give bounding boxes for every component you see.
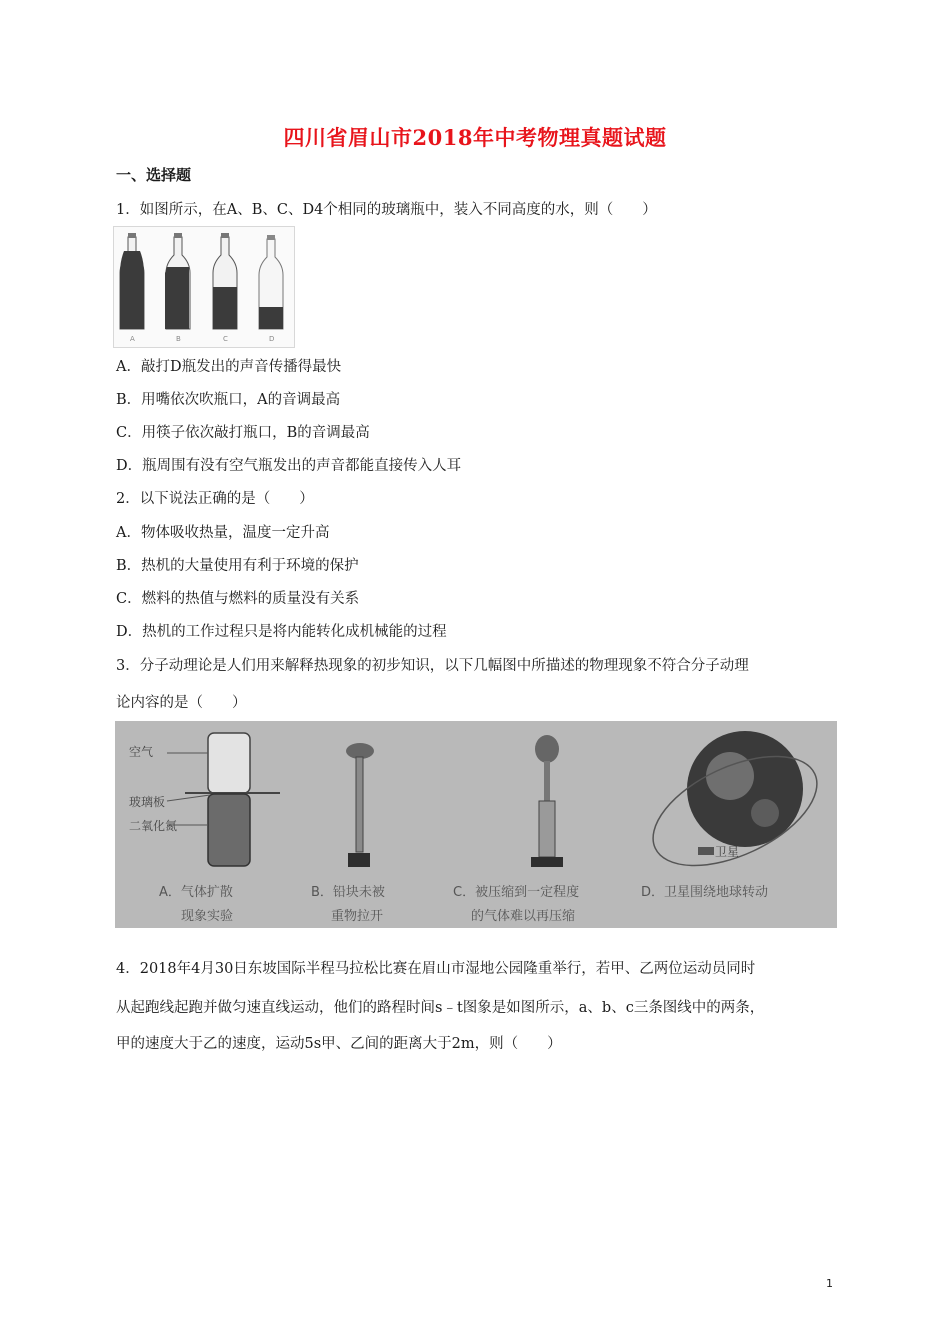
q1-option-c: C．用筷子依次敲打瓶口，B的音调最高 xyxy=(116,425,370,441)
caption-c-line2: 的气体难以再压缩 xyxy=(471,909,576,924)
earth-satellite xyxy=(637,731,834,888)
bottle-label-d: D xyxy=(269,335,275,343)
q1-bottles-figure xyxy=(113,226,295,348)
caption-b-line2: 重物拉开 xyxy=(331,909,384,924)
label-no2: 二氧化氮 xyxy=(129,819,178,833)
q1-stem: 1．如图所示，在A、B、C、D4个相同的玻璃瓶中，装入不同高度的水，则（ ） xyxy=(116,202,657,218)
section-heading: 一、选择题 xyxy=(116,166,192,184)
caption-a-line2: 现象实验 xyxy=(181,909,234,924)
lead-blocks xyxy=(346,743,374,867)
q4-line3: 甲的速度大于乙的速度，运动5s甲、乙间的距离大于2m，则（ ） xyxy=(116,1036,562,1052)
caption-d: D．卫星围绕地球转动 xyxy=(641,885,769,900)
caption-c-line1: C．被压缩到一定程度 xyxy=(453,885,580,900)
label-glass-plate: 玻璃板 xyxy=(129,795,166,809)
caption-b-line1: B．铅块未被 xyxy=(311,885,385,900)
q4-line2: 从起跑线起跑并做匀速直线运动，他们的路程时间s﹣t图象是如图所示，a、b、c三条图线中的两条， xyxy=(116,1000,765,1016)
label-satellite: 卫星 xyxy=(715,845,740,859)
bottle-c xyxy=(213,233,237,329)
q2-option-d: D．热机的工作过程只是将内能转化成机械能的过程 xyxy=(116,624,447,640)
exam-title: 四川省眉山市2018年中考物理真题试题 xyxy=(283,125,667,150)
syringe xyxy=(531,735,563,867)
page-number: 1 xyxy=(826,1277,833,1290)
q2-option-c: C．燃料的热值与燃料的质量没有关系 xyxy=(116,591,360,607)
label-air: 空气 xyxy=(129,745,154,759)
q1-option-b: B．用嘴依次吹瓶口，A的音调最高 xyxy=(116,392,341,408)
bottle-b xyxy=(165,233,190,329)
bottle-label-a: A xyxy=(130,335,135,343)
q3-stem-line1: 3．分子动理论是人们用来解释热现象的初步知识，以下几幅图中所描述的物理现象不符合分子动理 xyxy=(116,658,749,674)
gas-diffusion-jars xyxy=(167,733,280,866)
bottle-label-b: B xyxy=(176,335,181,343)
bottle-label-c: C xyxy=(223,335,228,343)
q2-stem: 2．以下说法正确的是（ ） xyxy=(116,491,314,507)
q2-option-a: A．物体吸收热量，温度一定升高 xyxy=(116,525,330,541)
caption-a-line1: A．气体扩散 xyxy=(159,885,233,900)
q4-line1: 4．2018年4月30日东坡国际半程马拉松比赛在眉山市湿地公园隆重举行，若甲、乙两位运动员同时 xyxy=(116,961,756,977)
q2-option-b: B．热机的大量使用有利于环境的保护 xyxy=(116,558,359,574)
q1-option-a: A．敲打D瓶发出的声音传播得最快 xyxy=(116,359,342,375)
bottle-d xyxy=(259,235,283,329)
q3-figure xyxy=(115,721,837,928)
bottle-a xyxy=(120,233,144,329)
q3-stem-line2: 论内容的是（ ） xyxy=(116,695,247,711)
q1-option-d: D．瓶周围有没有空气瓶发出的声音都能直接传入人耳 xyxy=(116,458,462,474)
